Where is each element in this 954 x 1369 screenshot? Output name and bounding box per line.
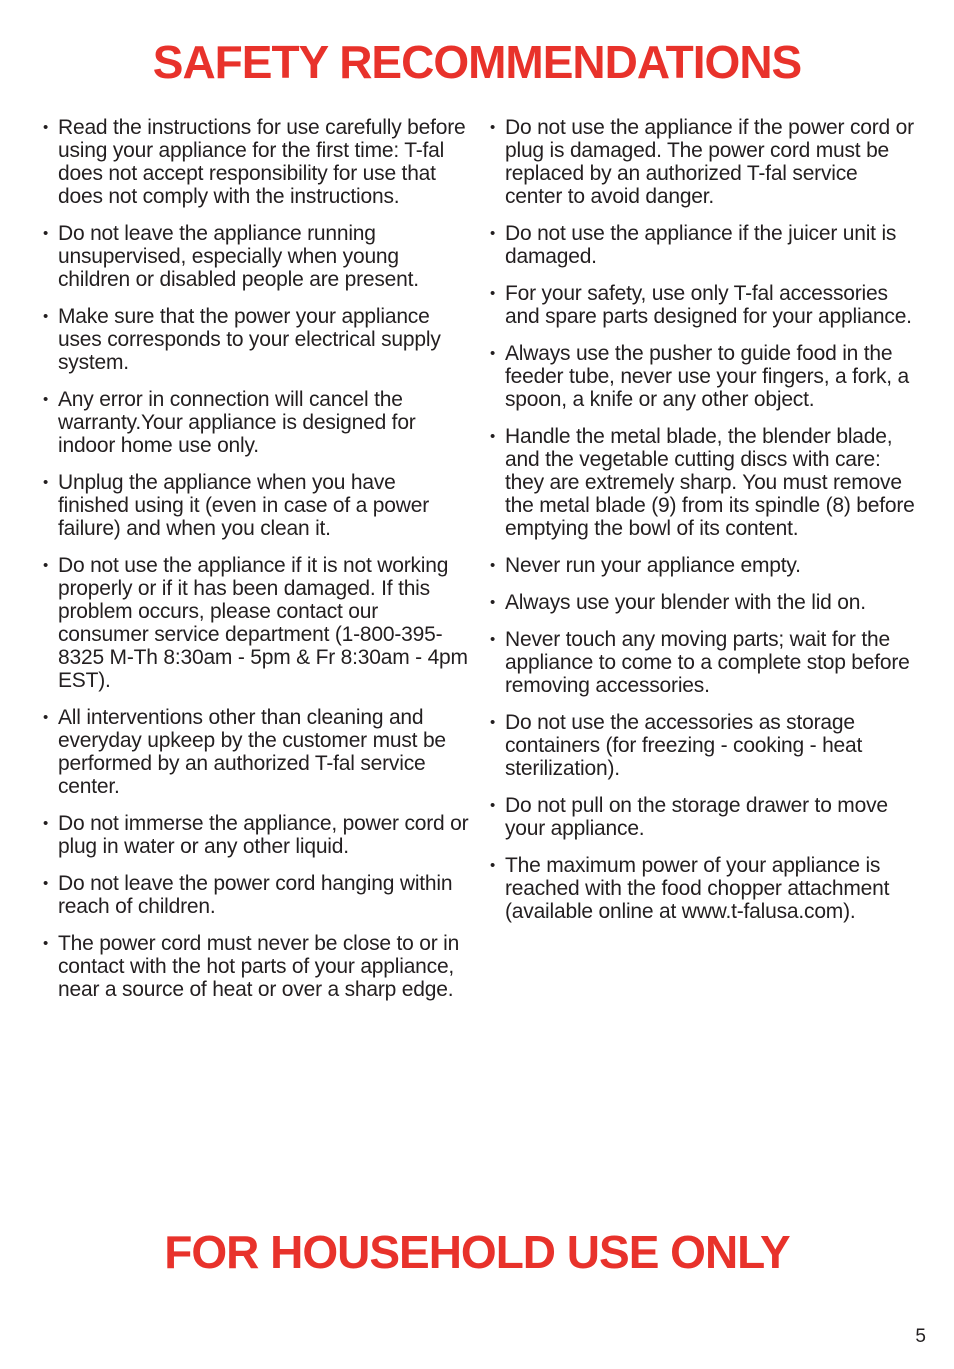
list-item-text: Any error in connection will cancel the warranty.Your appliance is designed for indoor home use only. [58,388,416,457]
list-item [42,554,470,692]
bullet-icon: • [43,474,49,491]
bullet-icon: • [490,225,496,242]
list-item-text: Do not use the appliance if the juicer unit is damaged. [505,222,897,268]
left-recommendation-list [42,116,470,1015]
list-item-text: Do not use the appliance if it is not working properly or if it has been damaged. If this problem occurs, please contact our consumer service department (1-800-395-8325 M-Th 8:30am - 5pm & Fr 8:30am - 4pm EST). [58,554,468,692]
list-item [42,222,470,291]
page-number: 5 [915,1326,926,1347]
list-item-text: Do not pull on the storage drawer to move your appliance. [505,794,888,840]
list-item [42,932,470,1001]
list-item-text: Never touch any moving parts; wait for the appliance to come to a complete stop before removing accessories. [505,628,910,697]
footer-title: FOR HOUSEHOLD USE ONLY [164,1226,790,1278]
list-item [489,554,919,577]
list-item-text: All interventions other than cleaning and everyday upkeep by the customer must be performed by an authorized T-fal service center. [58,706,446,798]
list-item-text: Always use your blender with the lid on. [505,591,866,614]
list-item-text: The maximum power of your appliance is reached with the food chopper attachment (available online at www.t-falusa.com). [505,854,890,923]
list-item-text: Do not use the accessories as storage containers (for freezing - cooking - heat sterilization). [505,711,863,780]
list-item-text: Handle the metal blade, the blender blade, and the vegetable cutting discs with care: they are extremely sharp. You must remove the metal blade (9) from its spindle (8) before emptying the bowl of its content. [505,425,915,540]
bullet-icon: • [490,594,496,611]
bullet-icon: • [490,285,496,302]
bullet-icon: • [43,308,49,325]
bullet-icon: • [43,557,49,574]
list-item [489,591,919,614]
list-item [42,812,470,858]
list-item [489,222,919,268]
list-item [489,628,919,697]
bullet-icon: • [490,428,496,445]
bullet-icon: • [490,345,496,362]
list-item-text: Always use the pusher to guide food in the feeder tube, never use your fingers, a fork, a spoon, a knife or any other object. [505,342,910,411]
list-item [489,282,919,328]
bullet-icon: • [43,391,49,408]
list-item [42,116,470,208]
list-item [42,471,470,540]
list-item-text: Do not immerse the appliance, power cord or plug in water or any other liquid. [58,812,469,858]
bullet-icon: • [490,797,496,814]
bullet-icon: • [490,631,496,648]
list-item [489,116,919,208]
bullet-icon: • [43,709,49,726]
right-recommendation-list [489,116,919,937]
list-item [489,794,919,840]
list-item [42,706,470,798]
bullet-icon: • [490,119,496,136]
list-item-text: The power cord must never be close to or in contact with the hot parts of your appliance, near a source of heat or over a sharp edge. [58,932,460,1001]
bullet-icon: • [490,714,496,731]
list-item-text: Do not leave the power cord hanging within reach of children. [58,872,453,918]
bullet-icon: • [43,225,49,242]
list-item-text: Never run your appliance empty. [505,554,801,577]
page-title: SAFETY RECOMMENDATIONS [152,36,802,88]
list-item [42,305,470,374]
list-item [489,425,919,540]
bullet-icon: • [43,119,49,136]
list-item-text: Do not use the appliance if the power cord or plug is damaged. The power cord must be replaced by an authorized T-fal service center to avoid danger. [505,116,914,208]
list-item-text: For your safety, use only T-fal accessories and spare parts designed for your appliance. [505,282,912,328]
list-item-text: Read the instructions for use carefully before using your appliance for the first time: T-fal does not accept responsibility for use that does not comply with the instructions. [58,116,466,208]
list-item [42,872,470,918]
bullet-icon: • [43,875,49,892]
list-item-text: Make sure that the power your appliance uses corresponds to your electrical supply system. [58,305,441,374]
bullet-icon: • [43,935,49,952]
bullet-icon: • [490,857,496,874]
list-item [489,854,919,923]
list-item-text: Do not leave the appliance running unsupervised, especially when young children or disabled people are present. [58,222,419,291]
bullet-icon: • [490,557,496,574]
list-item [489,342,919,411]
list-item [489,711,919,780]
list-item-text: Unplug the appliance when you have finished using it (even in case of a power failure) and when you clean it. [58,471,429,540]
list-item [42,388,470,457]
bullet-icon: • [43,815,49,832]
